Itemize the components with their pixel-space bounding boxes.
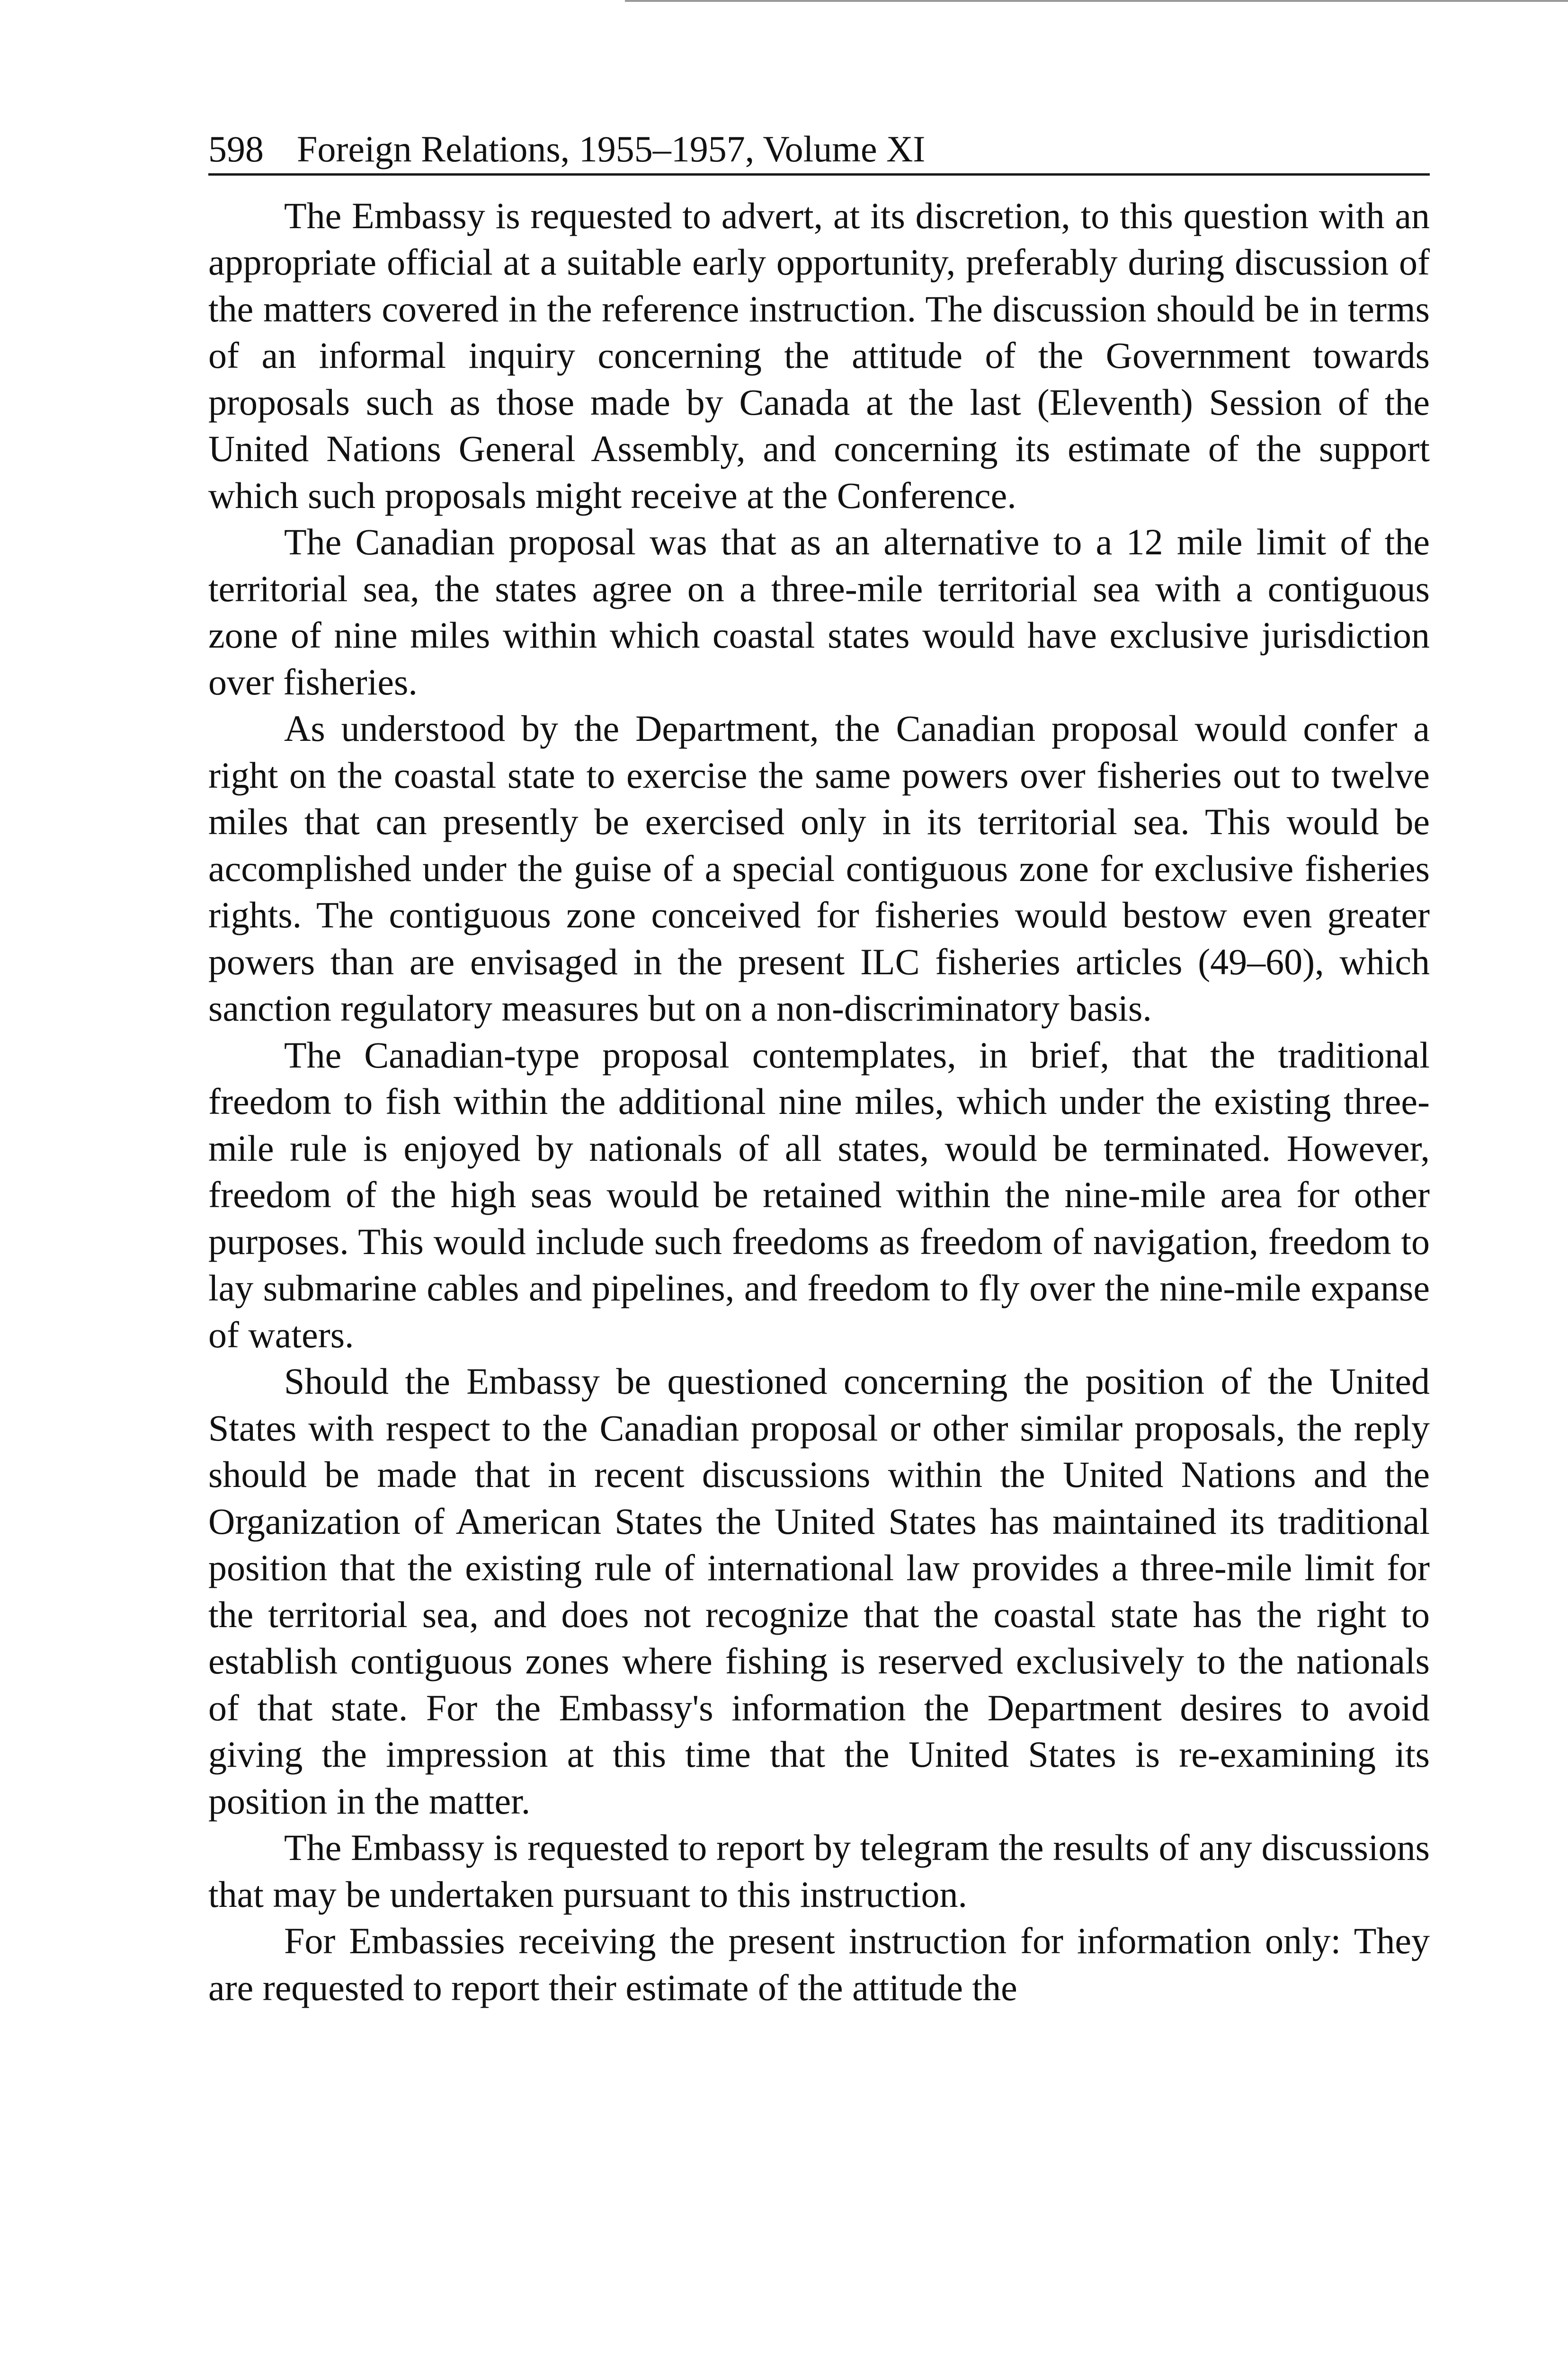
paragraph-3: As understood by the Department, the Canadian proposal would confer a right on the coastal state to exercise the same powers over fisheries out to twelve miles that can presently be exercised only in its territorial sea. This would be accomplished under the guise of a special contiguous zone for exclusive fisheries rights. The contiguous zone conceived for fisheries would bestow even greater powers than are envisaged in the present ILC fisheries articles (49–60), which sanction regulatory measures but on a non-discriminatory basis. [208, 708, 1430, 1029]
top-edge-rule [625, 0, 1568, 2]
paragraph-4: The Canadian-type proposal contemplates, in brief, that the traditional freedom to fish within the additional nine miles, which under the existing three-mile rule is enjoyed by nationals of all states, would be terminated. However, freedom of the high seas would be retained within the nine-mile area for other purposes. This would include such freedoms as freedom of navigation, freedom to lay submarine cables and pipelines, and freedom to fly over the nine-mile expanse of waters. [208, 1034, 1430, 1355]
paragraph-7: For Embassies receiving the present instruction for information only: They are requested to report their estimate of the attitude the [208, 1920, 1430, 2008]
paragraph-1: The Embassy is requested to advert, at its discretion, to this question with an appropriate official at a suitable early opportunity, preferably during discussion of the matters covered in the reference instruction. The discussion should be in terms of an informal inquiry concerning the attitude of the Government towards proposals such as those made by Canada at the last (Eleventh) Session of the United Nations General Assembly, and concerning its estimate of the support which such proposals might receive at the Conference. [208, 195, 1430, 516]
paragraph-6: The Embassy is requested to report by telegram the results of any discussions that may be undertaken pursuant to this instruction. [208, 1827, 1430, 1915]
page-number: 598 [208, 128, 264, 169]
running-header [208, 128, 1430, 176]
document-page [208, 128, 1430, 2011]
paragraph-5: Should the Embassy be questioned concerning the position of the United States with respect to the Canadian proposal or other similar proposals, the reply should be made that in recent discussions within the United Nations and the Organization of American States the United States has maintained its traditional position that the existing rule of international law provides a three-mile limit for the territorial sea, and does not recognize that the coastal state has the right to establish contiguous zones where fishing is reserved exclusively to the nationals of that state. For the Embassy's information the Department desires to avoid giving the impression at this time that the United States is re-examining its position in the matter. [208, 1361, 1430, 1822]
paragraph-2: The Canadian proposal was that as an alternative to a 12 mile limit of the territorial sea, the states agree on a three-mile territorial sea with a contiguous zone of nine miles within which coastal states would have exclusive jurisdiction over fisheries. [208, 521, 1430, 703]
body-text [208, 193, 1430, 2011]
running-title: Foreign Relations, 1955–1957, Volume XI [297, 128, 926, 169]
